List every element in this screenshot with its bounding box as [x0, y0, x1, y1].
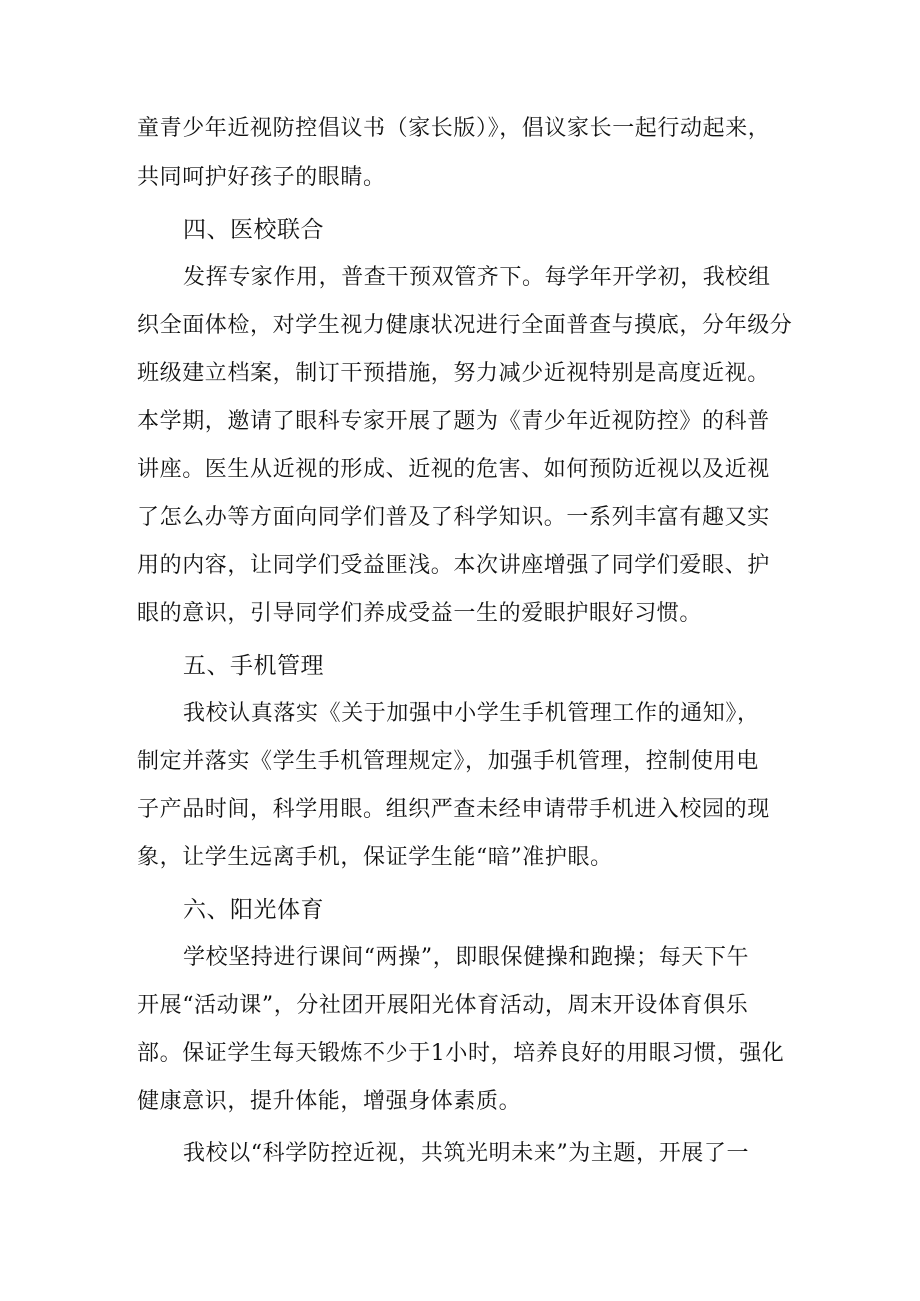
section-heading-sunshine-sports: 六、阳光体育 — [183, 897, 324, 923]
paragraph-line: 部。保证学生每天锻炼不少于1小时，培养良好的用眼习惯，强化 — [137, 1041, 785, 1066]
paragraph-line: 了怎么办等方面向同学们普及了科学知识。一系列丰富有趣又实 — [137, 505, 770, 530]
paragraph-line: 织全面体检，对学生视力健康状况进行全面普查与摸底，分年级分 — [137, 313, 793, 338]
paragraph-line: 讲座。医生从近视的形成、近视的危害、如何预防近视以及近视 — [137, 457, 770, 482]
intro-line-1: 童青少年近视防控倡议书（家长版）》，倡议家长一起行动起来， — [137, 116, 771, 141]
paragraph-line: 开展“活动课”，分社团开展阳光体育活动，周末开设体育俱乐 — [137, 993, 749, 1018]
closing-paragraph-line: 我校以“科学防控近视，共筑光明未来”为主题，开展了一 — [183, 1141, 750, 1166]
paragraph-line: 制定并落实《学生手机管理规定》，加强手机管理，控制使用电 — [137, 749, 759, 774]
paragraph-line: 象，让学生远离手机，保证学生能“暗”准护眼。 — [137, 845, 613, 870]
paragraph-line: 眼的意识，引导同学们养成受益一生的爱眼护眼好习惯。 — [137, 601, 703, 626]
paragraph-line: 班级建立档案，制订干预措施，努力减少近视特别是高度近视。 — [137, 361, 770, 386]
intro-line-2: 共同呵护好孩子的眼睛。 — [137, 165, 386, 190]
paragraph-line: 学校坚持进行课间“两操”，即眼保健操和跑操；每天下午 — [183, 945, 750, 970]
paragraph-line: 子产品时间，科学用眼。组织严查未经申请带手机进入校园的现 — [137, 797, 770, 822]
paragraph-line: 用的内容，让同学们受益匪浅。本次讲座增强了同学们爱眼、护 — [137, 553, 770, 578]
paragraph-line: 发挥专家作用，普查干预双管齐下。每学年开学初，我校组 — [183, 265, 771, 290]
section-heading-phone-management: 五、手机管理 — [183, 653, 324, 679]
section-heading-medical-school: 四、医校联合 — [183, 217, 324, 243]
paragraph-line: 我校认真落实《关于加强中小学生手机管理工作的通知》， — [183, 701, 760, 726]
paragraph-line: 健康意识，提升体能，增强身体素质。 — [137, 1089, 522, 1114]
paragraph-line: 本学期，邀请了眼科专家开展了题为《青少年近视防控》的科普 — [137, 409, 770, 434]
